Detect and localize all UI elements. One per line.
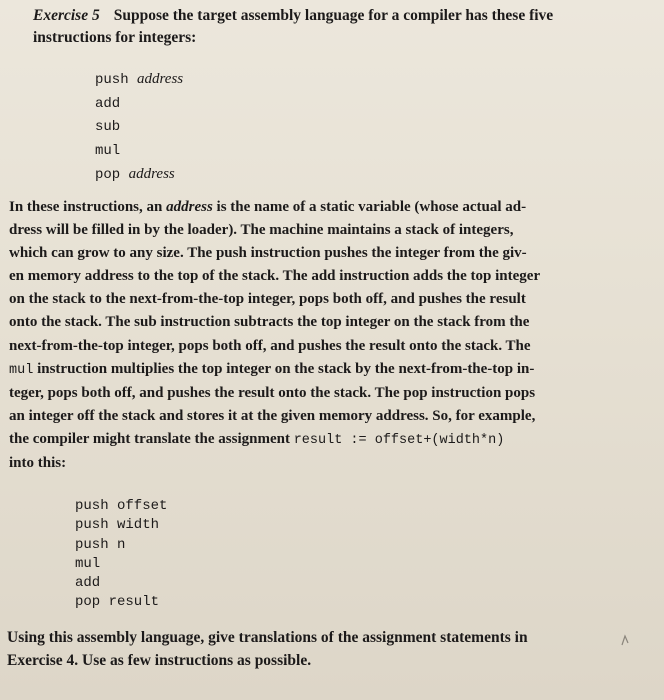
paragraph-line: the compiler might translate the assignment result := offset+(width*n) — [9, 430, 505, 448]
code-line: add — [75, 575, 101, 592]
paragraph-line: teger, pops both off, and pushes the result onto the stack. The pop instruction pops — [9, 384, 536, 401]
code-line: push n — [75, 536, 126, 553]
inline-code: result := offset+(width*n) — [293, 432, 505, 448]
exercise-intro-line2: instructions for integers: — [33, 29, 197, 46]
exercise-intro-line1: Suppose the target assembly language for a compiler has these five — [113, 7, 554, 24]
closing-line: Using this assembly language, give translations of the assignment statements in — [7, 629, 528, 646]
code-line: mul — [75, 555, 101, 572]
exercise-label: Exercise 5 — [33, 7, 100, 24]
instruction-op: mul — [95, 142, 121, 159]
instruction-item — [95, 68, 183, 93]
pencil-mark-icon — [620, 633, 630, 647]
code-listing — [75, 497, 167, 613]
exercise-heading — [33, 5, 653, 49]
code-line: pop result — [75, 594, 160, 611]
instruction-list — [95, 68, 183, 188]
paragraph-line: on the stack to the next-from-the-top integer, pops both off, and pushes the result — [9, 291, 526, 308]
paragraph-line: In these instructions, an address is the name of a static variable (whose actual ad- — [9, 199, 527, 215]
paragraph-line: into this: — [9, 455, 67, 472]
address-term: address — [166, 199, 213, 215]
instruction-arg: address — [137, 71, 184, 87]
instruction-item — [95, 116, 183, 140]
instruction-op: push — [95, 72, 129, 88]
instruction-op: pop — [95, 167, 121, 183]
description-paragraph — [9, 196, 664, 475]
instruction-item — [95, 93, 183, 117]
closing-line: Exercise 4. Use as few instructions as possible. — [7, 652, 312, 669]
instruction-item — [95, 163, 183, 188]
closing-paragraph — [7, 626, 657, 672]
paragraph-line: mul instruction multiplies the top integer on the stack by the next-from-the-top in- — [9, 360, 535, 378]
code-line: push offset — [75, 498, 168, 514]
instruction-op: sub — [95, 119, 121, 135]
code-line: push width — [75, 517, 160, 534]
instruction-arg: address — [128, 166, 175, 182]
instruction-op: add — [95, 95, 121, 112]
paragraph-line: next-from-the-top integer, pops both off, and pushes the result onto the stack. The — [9, 337, 531, 354]
instruction-item — [95, 140, 183, 164]
paragraph-line: onto the stack. The sub instruction subtracts the top integer on the stack from the — [9, 314, 530, 331]
paragraph-line: dress will be filled in by the loader). The machine maintains a stack of integers, — [9, 222, 514, 239]
paragraph-line: en memory address to the top of the stack. The add instruction adds the top integer — [9, 268, 541, 285]
inline-code: mul — [9, 362, 34, 378]
paragraph-line: which can grow to any size. The push instruction pushes the integer from the giv- — [9, 245, 527, 262]
paragraph-line: an integer off the stack and stores it at the given memory address. So, for example, — [9, 407, 536, 424]
